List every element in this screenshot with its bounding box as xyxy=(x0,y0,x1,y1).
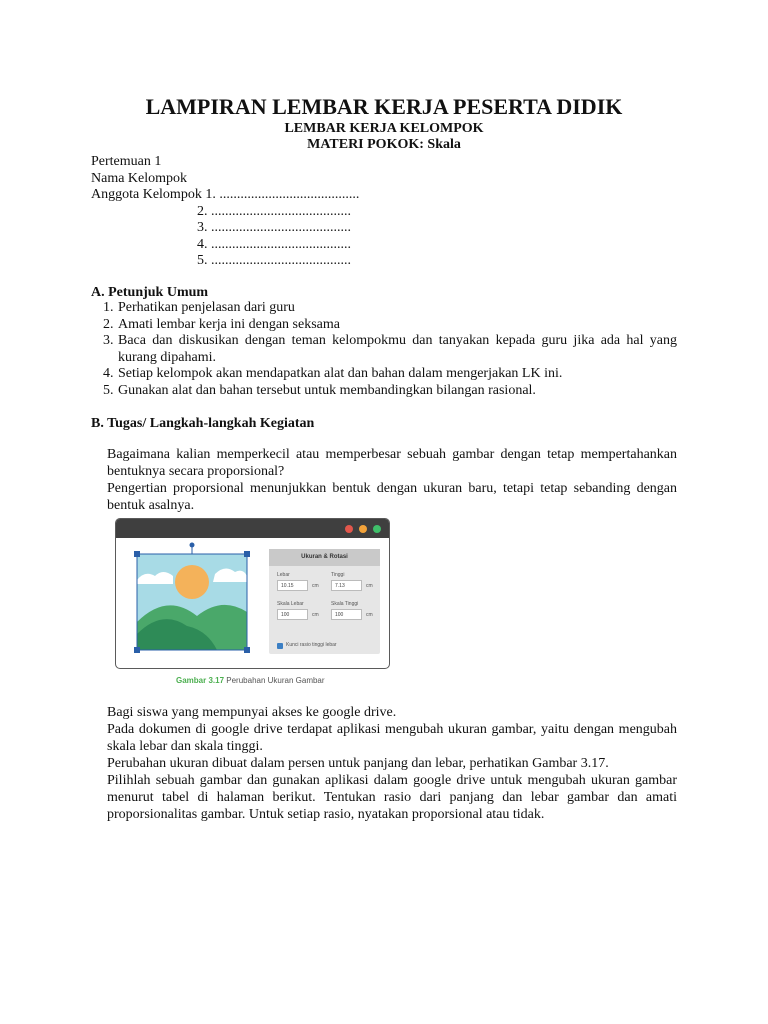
anggota-kelompok: Anggota Kelompok 1. ........................................ xyxy=(91,187,360,202)
list-item: 3. Baca dan diskusikan dengan teman kelompokmu dan tanyakan kepada guru jika ada hal yang kurang dipahami. xyxy=(103,333,677,365)
figure-caption-text: Perubahan Ukuran Gambar xyxy=(226,676,325,685)
figure-caption xyxy=(176,676,325,685)
panel-title: Ukuran & Rotasi xyxy=(269,549,380,566)
skala-lebar-unit: cm xyxy=(312,612,319,618)
instructions-block xyxy=(107,704,677,823)
list-item: 1. Perhatikan penjelasan dari guru xyxy=(103,300,295,315)
tinggi-unit: cm xyxy=(366,583,373,589)
intro-paragraph-2: Pengertian proporsional menunjukkan bentuk dengan ukuran baru, tetapi tetap sebanding dengan bentuk asalnya. xyxy=(107,481,677,513)
maximize-dot-icon xyxy=(373,525,381,533)
lebar-unit: cm xyxy=(312,583,319,589)
tinggi-input[interactable]: 7.13 xyxy=(331,580,362,591)
list-item: 5. Gunakan alat dan bahan tersebut untuk membandingkan bilangan rasional. xyxy=(103,382,536,398)
close-dot-icon xyxy=(345,525,353,533)
section-b-heading: B. Tugas/ Langkah-langkah Kegiatan xyxy=(91,416,315,431)
skala-lebar-input[interactable]: 100 xyxy=(277,609,308,620)
skala-lebar-label: Skala Lebar xyxy=(277,601,304,607)
skala-tinggi-label: Skala Tinggi xyxy=(331,601,359,607)
minimize-dot-icon xyxy=(359,525,367,533)
window-titlebar xyxy=(116,519,389,538)
lock-ratio-checkbox[interactable] xyxy=(277,643,283,649)
page-title: LAMPIRAN LEMBAR KERJA PESERTA DIDIK xyxy=(145,94,623,119)
nama-kelompok: Nama Kelompok xyxy=(91,171,188,186)
list-item: 4. Setiap kelompok akan mendapatkan alat dan bahan dalam mengerjakan LK ini. xyxy=(103,366,563,381)
skala-tinggi-input[interactable]: 100 xyxy=(331,609,362,620)
member-line-3: 3. ........................................ xyxy=(197,220,351,235)
section-a-heading: A. Petunjuk Umum xyxy=(91,285,209,300)
paragraph-aplikasi: Pada dokumen di google drive terdapat aplikasi mengubah ukuran gambar, yaitu dengan mengubah skala lebar dan skala tinggi. xyxy=(107,722,677,754)
intro-block xyxy=(107,446,677,514)
paragraph-perubahan: Perubahan ukuran dibuat dalam persen untuk panjang dan lebar, perhatikan Gambar 3.17. xyxy=(107,756,609,771)
lebar-input[interactable]: 10.15 xyxy=(277,580,308,591)
lock-ratio-label: Kunci rasio tinggi lebar xyxy=(286,642,337,648)
member-line-5: 5. ........................................ xyxy=(197,253,351,268)
landscape-image-icon xyxy=(133,542,251,654)
lebar-label: Lebar xyxy=(277,572,290,578)
figure-caption-label: Gambar 3.17 xyxy=(176,676,225,685)
materi-pokok: MATERI POKOK: Skala xyxy=(307,137,461,152)
member-line-4: 4. ........................................ xyxy=(197,237,351,252)
list-item: 2. Amati lembar kerja ini dengan seksama xyxy=(103,316,340,332)
paragraph-akses-drive: Bagi siswa yang mempunyai akses ke google drive. xyxy=(107,705,397,720)
intro-paragraph-1: Bagaimana kalian memperkecil atau memperbesar sebuah gambar dengan tetap mempertahankan bentuknya secara proporsional? xyxy=(107,447,677,479)
paragraph-pilihlah: Pilihlah sebuah gambar dan gunakan aplikasi dalam google drive untuk mengubah ukuran gambar menurut tabel di halaman berikut. Tentukan rasio dari panjang dan lebar gambar dan amati proporsionalitas gambar. Untuk setiap rasio, nyatakan proporsional atau tidak. xyxy=(107,773,677,822)
pertemuan: Pertemuan 1 xyxy=(91,154,162,169)
size-rotation-panel xyxy=(269,549,380,654)
resize-dialog-figure xyxy=(115,518,390,669)
skala-tinggi-unit: cm xyxy=(366,612,373,618)
tinggi-label: Tinggi xyxy=(331,572,345,578)
page-subtitle: LEMBAR KERJA KELOMPOK xyxy=(284,121,484,136)
instruction-list xyxy=(91,300,677,399)
member-line-2: 2. ........................................ xyxy=(197,204,351,219)
